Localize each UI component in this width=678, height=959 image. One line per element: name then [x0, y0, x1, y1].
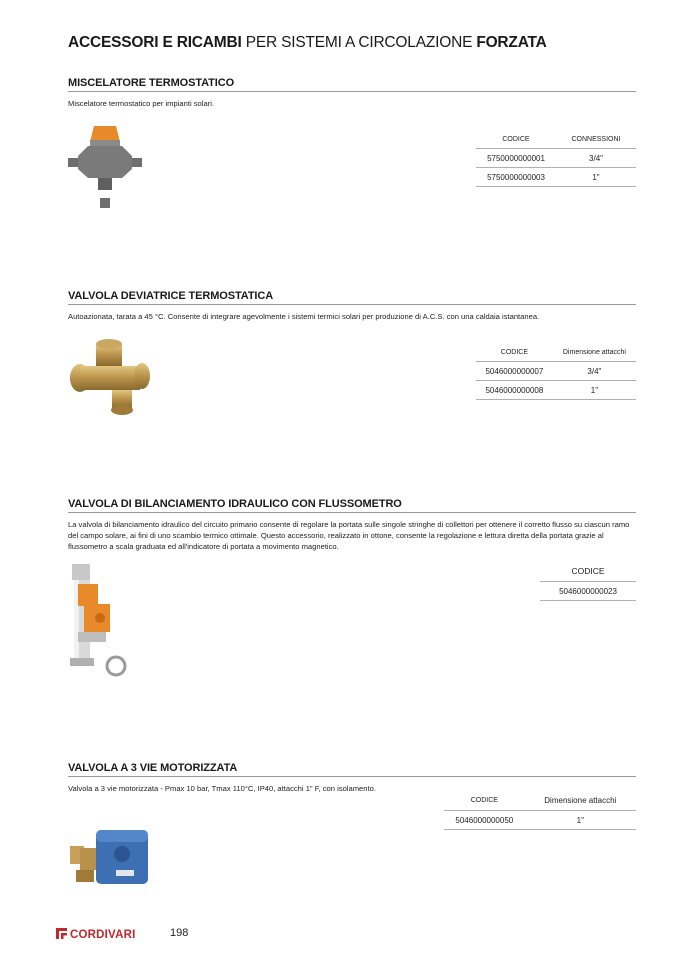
brand-logo	[56, 926, 135, 944]
spec-table-valvola-deviatrice	[476, 349, 636, 400]
section-title: VALVOLA DEVIATRICE TERMOSTATICA	[68, 290, 636, 305]
section-description: Valvola a 3 vie motorizzata - Pmax 10 bar, Tmax 110°C, IP40, attacchi 1" F, con isolamento.	[68, 784, 376, 793]
section-title: VALVOLA A 3 VIE MOTORIZZATA	[68, 762, 636, 777]
column-header-code: CODICE	[540, 566, 636, 582]
table-cell: 5046000000050	[444, 811, 525, 830]
section-valvola-deviatrice	[68, 290, 636, 322]
section-miscelatore	[68, 77, 636, 109]
column-header-connections: CONNESSIONI	[556, 136, 636, 149]
section-valvola-bilanciamento	[68, 498, 636, 552]
table-row	[540, 582, 636, 601]
balancing-valve-image	[66, 562, 130, 680]
table-row	[476, 168, 636, 187]
spec-table-valvola-bilanciamento	[540, 566, 636, 601]
page-title-part3: FORZATA	[476, 34, 547, 51]
table-row	[444, 811, 636, 830]
column-header-code: CODICE	[476, 136, 556, 149]
spec-table-miscelatore	[476, 136, 636, 187]
brand-mark-icon	[56, 926, 67, 944]
section-title: VALVOLA DI BILANCIAMENTO IDRAULICO CON FLUSSOMETRO	[68, 498, 636, 513]
table-cell: 1"	[525, 811, 636, 830]
page-title	[68, 34, 547, 52]
page-title-part1: ACCESSORI E RICAMBI	[68, 34, 242, 51]
section-description: La valvola di bilanciamento idraulico del circuito primario consente di regolare la portata sulle singole stringhe di collettori per ottenere il corretto flusso su ciascun ramo del campo solare, ai fini di uno scambio termico ottimale. Questo accessorio, realizzato in ottone, consente la regolazione e lettura diretta della portata grazie al flussometro a scala graduata ed all'indicatore di portata a movimento magnetico.	[68, 520, 630, 551]
table-cell: 1"	[556, 168, 636, 187]
motorized-valve-image	[70, 828, 152, 888]
table-cell: 5046000000007	[476, 362, 553, 381]
table-cell: 5750000000001	[476, 149, 556, 168]
section-valvola-3-vie	[68, 762, 636, 794]
section-description: Autoazionata, tarata a 45 °C. Consente di integrare agevolmente i sistemi termici solari per produzione di A.C.S. con una caldaia istantanea.	[68, 312, 540, 321]
table-cell: 5046000000023	[540, 582, 636, 601]
diverter-valve-image	[68, 338, 158, 418]
thermostatic-mixer-image	[68, 122, 144, 212]
brand-name: CORDIVARI	[70, 929, 136, 941]
table-cell: 5046000000008	[476, 381, 553, 400]
table-row	[476, 381, 636, 400]
column-header-dimension: Dimensione attacchi	[553, 349, 636, 362]
page-title-part2: PER SISTEMI A CIRCOLAZIONE	[241, 34, 477, 51]
section-description: Miscelatore termostatico per impianti solari.	[68, 99, 215, 108]
table-row	[476, 149, 636, 168]
column-header-dimension: Dimensione attacchi	[525, 796, 636, 811]
table-cell: 3/4"	[553, 362, 636, 381]
table-row	[476, 362, 636, 381]
column-header-code: CODICE	[476, 349, 553, 362]
section-title: MISCELATORE TERMOSTATICO	[68, 77, 636, 92]
table-cell: 1"	[553, 381, 636, 400]
column-header-code: CODICE	[444, 796, 525, 811]
table-cell: 3/4"	[556, 149, 636, 168]
page-number: 198	[170, 927, 189, 939]
spec-table-valvola-3-vie	[444, 796, 636, 830]
table-cell: 5750000000003	[476, 168, 556, 187]
